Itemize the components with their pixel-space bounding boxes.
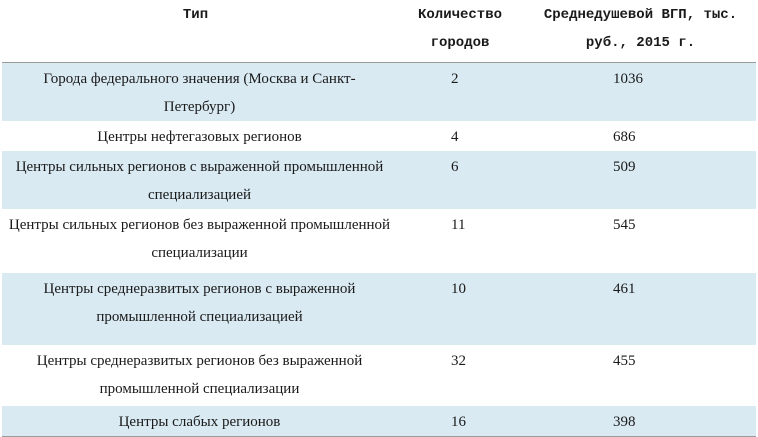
table-row: [2, 62, 756, 121]
cell-count: [397, 151, 525, 209]
cell-vgp: [525, 151, 756, 209]
type-text: Центры слабых регионов: [118, 413, 281, 430]
count-text: 6: [451, 158, 459, 175]
table-row: [2, 406, 756, 437]
count-text: 10: [451, 280, 466, 297]
count-text: 4: [451, 128, 459, 145]
cell-vgp: [525, 209, 756, 273]
cell-vgp: [525, 345, 756, 406]
cell-count: [397, 209, 525, 273]
cell-type: [2, 151, 397, 209]
vgp-text: 545: [613, 216, 636, 233]
table-row: [2, 273, 756, 345]
cell-type: [2, 121, 397, 151]
cell-type: [2, 273, 397, 345]
count-text: 32: [451, 352, 466, 369]
cell-count: [397, 121, 525, 151]
cell-type: [2, 345, 397, 406]
vgp-text: 509: [613, 158, 636, 175]
count-text: 11: [451, 216, 466, 233]
type-text: Центры среднеразвитых регионов с выраженной промышленной специализацией: [43, 280, 356, 325]
cell-count: [397, 273, 525, 345]
header-row: [2, 0, 756, 62]
cell-count: [397, 62, 525, 121]
cell-count: [397, 345, 525, 406]
header-type: Тип: [2, 0, 397, 62]
type-text: Города федерального значения (Москва и Санкт-Петербург): [43, 70, 356, 115]
type-text: Центры нефтегазовых регионов: [97, 128, 302, 145]
table-row: [2, 209, 756, 273]
header-count: Количество городов: [397, 0, 525, 62]
vgp-text: 398: [613, 413, 636, 430]
type-text: Центры сильных регионов без выраженной промышленной специализации: [8, 216, 391, 261]
vgp-text: 1036: [613, 70, 643, 87]
type-text: Центры сильных регионов с выраженной промышленной специализацией: [15, 158, 384, 203]
vgp-text: 455: [613, 352, 636, 369]
cities-table: [2, 0, 756, 437]
cell-vgp: [525, 62, 756, 121]
cell-count: [397, 406, 525, 437]
count-text: 2: [451, 70, 459, 87]
cell-type: [2, 62, 397, 121]
table-row: [2, 345, 756, 406]
table-row: [2, 151, 756, 209]
cell-vgp: [525, 406, 756, 437]
cell-vgp: [525, 121, 756, 151]
cell-type: [2, 209, 397, 273]
type-text: Центры среднеразвитых регионов без выраженной промышленной специализации: [36, 352, 363, 397]
count-text: 16: [451, 413, 466, 430]
header-vgp: Среднедушевой ВГП, тыс. руб., 2015 г.: [525, 0, 756, 62]
table-row: [2, 121, 756, 151]
vgp-text: 686: [613, 128, 636, 145]
cell-type: [2, 406, 397, 437]
cell-vgp: [525, 273, 756, 345]
vgp-text: 461: [613, 280, 636, 297]
